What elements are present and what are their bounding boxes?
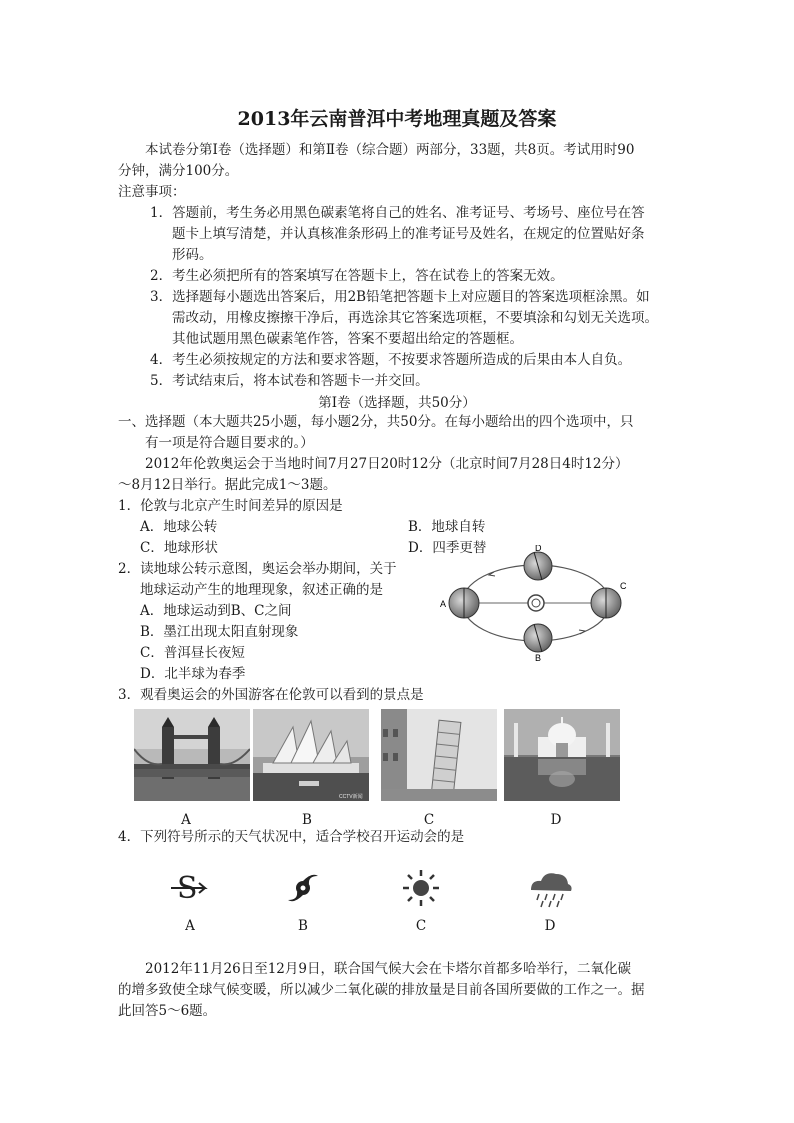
photo-tower-bridge (134, 709, 250, 801)
photo-leaning-tower-pisa (381, 709, 497, 801)
context-line: 2012年伦敦奥运会于当地时间7月27日20时12分（北京时间7月28日4时12分） (145, 456, 629, 472)
photo-sydney-opera-house (253, 709, 369, 801)
earth-revolution-diagram (434, 545, 634, 663)
notice-heading: 注意事项： (118, 184, 186, 200)
q2-option-b: B．墨江出现太阳直射现象 (140, 624, 299, 640)
notice-item: 4．考生必须按规定的方法和要求答题，不按要求答题所造成的后果由本人自负。 (150, 352, 632, 368)
diagram-label-c: C (620, 581, 627, 591)
q2-option-d: D．北半球为春季 (140, 666, 246, 682)
diagram-label-a: A (440, 599, 447, 609)
photo-taj-mahal (504, 709, 620, 801)
weather-label-c: C (415, 918, 427, 934)
notice-item: 2．考生必须把所有的答案填写在答题卡上，答在试卷上的答案无效。 (150, 268, 564, 284)
notice-item: 5．考试结束后，将本试卷和答题卡一并交回。 (150, 373, 429, 389)
rain-icon (525, 866, 575, 910)
photo-label-a: A (181, 812, 191, 828)
part1-heading: 第Ⅰ卷（选择题，共50分） (318, 395, 476, 411)
sun-icon (528, 595, 544, 611)
notice-item: 形码。 (172, 247, 213, 263)
q4-stem: 4．下列符号所示的天气状况中，适合学校召开运动会的是 (118, 829, 465, 845)
intro-line: 分钟，满分100分。 (118, 163, 239, 179)
context-line: ～8月12日举行。据此完成1～3题。 (118, 477, 337, 493)
notice-item: 题卡上填写清楚，并认真核准条形码上的准考证号及姓名，在规定的位置贴好条 (172, 226, 645, 242)
sunny-icon (396, 866, 446, 910)
q3-stem: 3．观看奥运会的外国游客在伦敦可以看到的景点是 (118, 687, 424, 703)
q2-stem: 2．读地球公转示意图，奥运会举办期间，关于 (118, 561, 397, 577)
passage-line: 2012年11月26日至12月9日，联合国气候大会在卡塔尔首都多哈举行，二氧化碳 (145, 961, 631, 977)
q1-stem: 1．伦敦与北京产生时间差异的原因是 (118, 498, 343, 514)
diagram-label-d: D (535, 545, 542, 553)
weather-label-a: A (185, 918, 195, 934)
diagram-label-b: B (535, 653, 542, 663)
passage-line: 此回答5～6题。 (118, 1003, 217, 1019)
passage-line: 的增多致使全球气候变暖，所以减少二氧化碳的排放量是目前各国所要做的工作之一。据 (118, 982, 645, 998)
photo-label-d: D (550, 812, 562, 828)
weather-label-d: D (544, 918, 556, 934)
photo-label-c: C (423, 812, 435, 828)
page-title: 2013年云南普洱中考地理真题及答案 (237, 108, 557, 130)
notice-item: 其他试题用黑色碳素笔作答，答案不要超出给定的答题框。 (172, 331, 523, 347)
q1-option-b: B．地球自转 (408, 519, 486, 535)
notice-item: 1．答题前，考生务必用黑色碳素笔将自己的姓名、准考证号、考场号、座位号在答 (150, 205, 645, 221)
notice-item: 需改动，用橡皮擦擦干净后，再选涂其它答案选项框，不要填涂和勾划无关选项。 (172, 310, 658, 326)
q2-stem: 地球运动产生的地理现象，叙述正确的是 (140, 582, 383, 598)
strong-wind-icon (165, 866, 215, 910)
weather-label-b: B (298, 918, 308, 934)
q1-option-a: A．地球公转 (140, 519, 218, 535)
q1-option-c: C．地球形状 (140, 540, 218, 556)
section-instruction: 一、选择题（本大题共25小题，每小题2分，共50分。在每小题给出的四个选项中，只 (118, 414, 634, 430)
typhoon-icon (278, 866, 328, 910)
notice-item: 3．选择题每小题选出答案后，用2B铅笔把答题卡上对应题目的答案选项框涂黑。如 (150, 289, 650, 305)
section-instruction: 有一项是符合题目要求的。） (145, 435, 314, 451)
svg-text:S: S (177, 871, 198, 906)
q2-option-a: A．地球运动到B、C之间 (140, 603, 292, 619)
q2-option-c: C．普洱昼长夜短 (140, 645, 245, 661)
q1-option-d: D．四季更替 (408, 540, 487, 556)
photo-label-b: B (302, 812, 312, 828)
photo-watermark: CCTV新闻 (339, 794, 363, 800)
intro-line: 本试卷分第Ⅰ卷（选择题）和第Ⅱ卷（综合题）两部分，33题，共8页。考试用时90 (145, 142, 635, 158)
